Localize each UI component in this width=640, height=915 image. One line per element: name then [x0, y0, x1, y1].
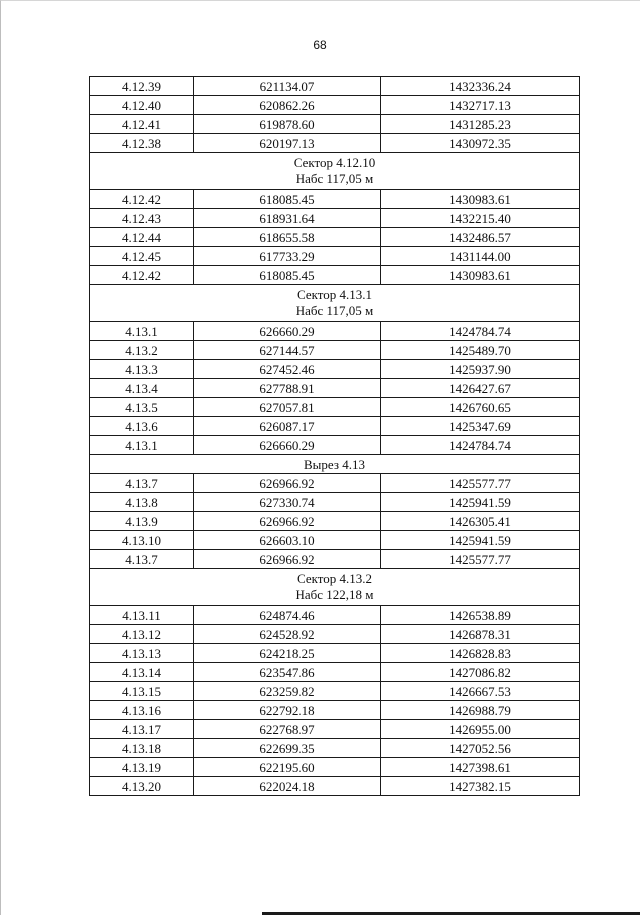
section-title: Вырез 4.13: [304, 456, 365, 472]
x-coordinate-cell: 622195.60: [194, 758, 381, 777]
y-coordinate-cell: 1426955.00: [381, 720, 580, 739]
x-coordinate-cell: 624528.92: [194, 625, 381, 644]
point-id-cell: 4.12.45: [90, 247, 194, 266]
table-row: [90, 436, 580, 455]
section-header-cell: [90, 285, 580, 322]
x-coordinate-cell: 622024.18: [194, 777, 381, 796]
point-id-cell: 4.13.10: [90, 531, 194, 550]
table-row: [90, 701, 580, 720]
table-row: [90, 739, 580, 758]
table-row: [90, 247, 580, 266]
x-coordinate-cell: 626660.29: [194, 436, 381, 455]
x-coordinate-cell: 618655.58: [194, 228, 381, 247]
y-coordinate-cell: 1425941.59: [381, 493, 580, 512]
section-header-row: [90, 153, 580, 190]
table-row: [90, 474, 580, 493]
y-coordinate-cell: 1430972.35: [381, 134, 580, 153]
y-coordinate-cell: 1426878.31: [381, 625, 580, 644]
point-id-cell: 4.13.1: [90, 436, 194, 455]
x-coordinate-cell: 626603.10: [194, 531, 381, 550]
section-header-row: [90, 569, 580, 606]
table-row: [90, 606, 580, 625]
x-coordinate-cell: 620862.26: [194, 96, 381, 115]
y-coordinate-cell: 1427052.56: [381, 739, 580, 758]
table-row: [90, 531, 580, 550]
table-row: [90, 758, 580, 777]
table-row: [90, 682, 580, 701]
table-row: [90, 379, 580, 398]
x-coordinate-cell: 624874.46: [194, 606, 381, 625]
x-coordinate-cell: 627452.46: [194, 360, 381, 379]
y-coordinate-cell: 1425577.77: [381, 474, 580, 493]
table-row: [90, 493, 580, 512]
y-coordinate-cell: 1430983.61: [381, 266, 580, 285]
point-id-cell: 4.13.8: [90, 493, 194, 512]
coordinates-table-body: [90, 77, 580, 796]
point-id-cell: 4.12.43: [90, 209, 194, 228]
y-coordinate-cell: 1426427.67: [381, 379, 580, 398]
x-coordinate-cell: 618931.64: [194, 209, 381, 228]
table-row: [90, 777, 580, 796]
point-id-cell: 4.13.2: [90, 341, 194, 360]
point-id-cell: 4.13.17: [90, 720, 194, 739]
point-id-cell: 4.12.42: [90, 190, 194, 209]
point-id-cell: 4.12.39: [90, 77, 194, 96]
x-coordinate-cell: 624218.25: [194, 644, 381, 663]
x-coordinate-cell: 626660.29: [194, 322, 381, 341]
y-coordinate-cell: 1432486.57: [381, 228, 580, 247]
point-id-cell: 4.13.9: [90, 512, 194, 531]
point-id-cell: 4.13.19: [90, 758, 194, 777]
y-coordinate-cell: 1424784.74: [381, 436, 580, 455]
table-row: [90, 512, 580, 531]
point-id-cell: 4.13.13: [90, 644, 194, 663]
table-row: [90, 228, 580, 247]
x-coordinate-cell: 627330.74: [194, 493, 381, 512]
y-coordinate-cell: 1426760.65: [381, 398, 580, 417]
y-coordinate-cell: 1432336.24: [381, 77, 580, 96]
y-coordinate-cell: 1426538.89: [381, 606, 580, 625]
y-coordinate-cell: 1425937.90: [381, 360, 580, 379]
x-coordinate-cell: 617733.29: [194, 247, 381, 266]
point-id-cell: 4.13.11: [90, 606, 194, 625]
y-coordinate-cell: 1425347.69: [381, 417, 580, 436]
section-title: Сектор 4.13.1: [296, 287, 372, 302]
table-row: [90, 266, 580, 285]
page-number: 68: [313, 38, 327, 52]
y-coordinate-cell: 1431144.00: [381, 247, 580, 266]
point-id-cell: 4.13.5: [90, 398, 194, 417]
table-row: [90, 209, 580, 228]
point-id-cell: 4.12.41: [90, 115, 194, 134]
x-coordinate-cell: 623259.82: [194, 682, 381, 701]
x-coordinate-cell: 622768.97: [194, 720, 381, 739]
x-coordinate-cell: 626966.92: [194, 550, 381, 569]
table-row: [90, 190, 580, 209]
x-coordinate-cell: 620197.13: [194, 134, 381, 153]
table-row: [90, 77, 580, 96]
point-id-cell: 4.12.40: [90, 96, 194, 115]
x-coordinate-cell: 627057.81: [194, 398, 381, 417]
y-coordinate-cell: 1426305.41: [381, 512, 580, 531]
coordinates-table: [89, 76, 580, 796]
y-coordinate-cell: 1431285.23: [381, 115, 580, 134]
x-coordinate-cell: 618085.45: [194, 266, 381, 285]
y-coordinate-cell: 1424784.74: [381, 322, 580, 341]
point-id-cell: 4.13.18: [90, 739, 194, 758]
table-row: [90, 115, 580, 134]
table-row: [90, 644, 580, 663]
point-id-cell: 4.13.16: [90, 701, 194, 720]
x-coordinate-cell: 622792.18: [194, 701, 381, 720]
y-coordinate-cell: 1426828.83: [381, 644, 580, 663]
table-row: [90, 360, 580, 379]
table-row: [90, 663, 580, 682]
y-coordinate-cell: 1427086.82: [381, 663, 580, 682]
table-row: [90, 550, 580, 569]
table-row: [90, 720, 580, 739]
section-header-cell: [90, 153, 580, 190]
table-row: [90, 398, 580, 417]
table-row: [90, 417, 580, 436]
section-title: Сектор 4.13.2: [296, 571, 372, 586]
table-row: [90, 341, 580, 360]
y-coordinate-cell: 1426988.79: [381, 701, 580, 720]
y-coordinate-cell: 1432215.40: [381, 209, 580, 228]
section-elevation: Набс 117,05 м: [295, 171, 374, 186]
y-coordinate-cell: 1430983.61: [381, 190, 580, 209]
y-coordinate-cell: 1427382.15: [381, 777, 580, 796]
point-id-cell: 4.13.4: [90, 379, 194, 398]
y-coordinate-cell: 1432717.13: [381, 96, 580, 115]
y-coordinate-cell: 1425489.70: [381, 341, 580, 360]
table-row: [90, 134, 580, 153]
point-id-cell: 4.12.42: [90, 266, 194, 285]
section-header-row: [90, 285, 580, 322]
point-id-cell: 4.12.44: [90, 228, 194, 247]
section-elevation: Набс 122,18 м: [295, 587, 374, 602]
y-coordinate-cell: 1426667.53: [381, 682, 580, 701]
point-id-cell: 4.13.20: [90, 777, 194, 796]
section-title: Сектор 4.12.10: [293, 155, 376, 170]
x-coordinate-cell: 627144.57: [194, 341, 381, 360]
y-coordinate-cell: 1425577.77: [381, 550, 580, 569]
x-coordinate-cell: 622699.35: [194, 739, 381, 758]
y-coordinate-cell: 1427398.61: [381, 758, 580, 777]
section-header-cell: [90, 569, 580, 606]
point-id-cell: 4.13.1: [90, 322, 194, 341]
section-header-row: [90, 455, 580, 474]
point-id-cell: 4.13.6: [90, 417, 194, 436]
table-row: [90, 625, 580, 644]
x-coordinate-cell: 623547.86: [194, 663, 381, 682]
x-coordinate-cell: 618085.45: [194, 190, 381, 209]
point-id-cell: 4.13.15: [90, 682, 194, 701]
x-coordinate-cell: 626087.17: [194, 417, 381, 436]
x-coordinate-cell: 621134.07: [194, 77, 381, 96]
point-id-cell: 4.13.7: [90, 474, 194, 493]
point-id-cell: 4.12.38: [90, 134, 194, 153]
x-coordinate-cell: 626966.92: [194, 474, 381, 493]
x-coordinate-cell: 626966.92: [194, 512, 381, 531]
section-header-cell: [90, 455, 580, 474]
x-coordinate-cell: 627788.91: [194, 379, 381, 398]
x-coordinate-cell: 619878.60: [194, 115, 381, 134]
section-elevation: Набс 117,05 м: [295, 303, 374, 318]
point-id-cell: 4.13.12: [90, 625, 194, 644]
table-row: [90, 322, 580, 341]
table-row: [90, 96, 580, 115]
y-coordinate-cell: 1425941.59: [381, 531, 580, 550]
point-id-cell: 4.13.3: [90, 360, 194, 379]
point-id-cell: 4.13.14: [90, 663, 194, 682]
point-id-cell: 4.13.7: [90, 550, 194, 569]
